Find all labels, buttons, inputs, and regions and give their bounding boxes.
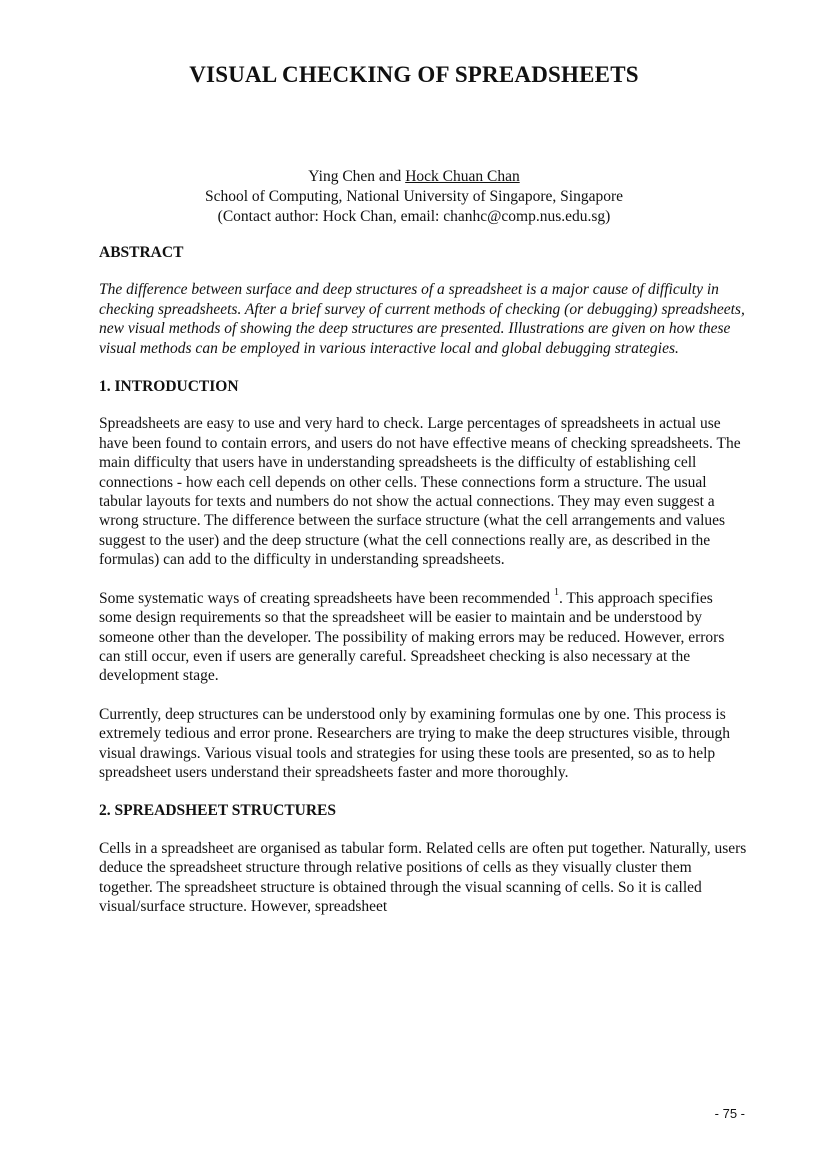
intro-paragraph-2-start: Some systematic ways of creating spreadsheets have been recommended <box>99 589 554 607</box>
affiliation: School of Computing, National University of Singapore, Singapore <box>204 188 623 205</box>
author-1: Ying Chen <box>308 168 376 185</box>
intro-paragraph-3: Currently, deep structures can be understood only by examining formulas one by one. This process is extremely tedious and error prone. Researchers are trying to make the deep structures visible, through visual drawings. Various visual tools and strategies for using these tools are presented, so as to help spreadsheet users understand their spreadsheets faster and more thoroughly. <box>99 705 730 781</box>
intro-paragraph-2 <box>99 586 749 686</box>
contact-line: (Contact author: Hock Chan, email: chanhc@comp.nus.edu.sg) <box>217 208 611 225</box>
structures-paragraph-1: Cells in a spreadsheet are organised as tabular form. Related cells are often put together. Naturally, users deduce the spreadsheet structure through relative positions of cells as they visually cluster them together. The spreadsheet structure is obtained through the visual scanning of cells. So it is called visual/surface structure. However, spreadsheet <box>99 839 747 915</box>
citation-reference: 1 <box>553 586 559 598</box>
author-block <box>0 167 828 227</box>
abstract-text: The difference between surface and deep structures of a spreadsheet is a major cause of difficulty in checking spreadsheets. After a brief survey of current methods of checking (or debugging) spreadsheets, new visual methods of showing the deep structures are presented. Illustrations are given on how these visual methods can be employed in various interactive local and global debugging strategies. <box>99 281 745 357</box>
author-names <box>0 167 828 187</box>
paper-title: VISUAL CHECKING OF SPREADSHEETS <box>189 62 639 87</box>
abstract-heading: ABSTRACT <box>99 244 184 261</box>
author-separator: and <box>375 168 406 185</box>
section-heading-structures: 2. SPREADSHEET STRUCTURES <box>99 802 337 820</box>
section-heading-introduction: 1. INTRODUCTION <box>99 378 239 396</box>
page-number: - 75 - <box>714 1106 745 1121</box>
intro-paragraph-1: Spreadsheets are easy to use and very hard to check. Large percentages of spreadsheets in actual use have been found to contain errors, and users do not have effective means of checking spreadsheets. The main difficulty that users have in understanding spreadsheets is the difficulty of establishing cell connections - how each cell depends on other cells. These connections form a structure. The usual tabular layouts for texts and numbers do not show the actual connections. They may even suggest a wrong structure. The difference between the surface structure (what the cell arrangements and values suggest to the user) and the deep structure (what the cell connections really are, as described in the formulas) can add to the difficulty in understanding spreadsheets. <box>99 415 741 569</box>
author-2: Hock Chuan Chan <box>405 168 520 185</box>
intro-paragraph-2-end: . This approach specifies some design requirements so that the spreadsheet will be easier to maintain and be understood by someone other than the developer. The possibility of making errors may be reduced. However, errors can still occur, even if users are generally careful. Spreadsheet checking is also necessary at the development stage. <box>99 589 725 685</box>
main-text-column <box>99 243 749 916</box>
